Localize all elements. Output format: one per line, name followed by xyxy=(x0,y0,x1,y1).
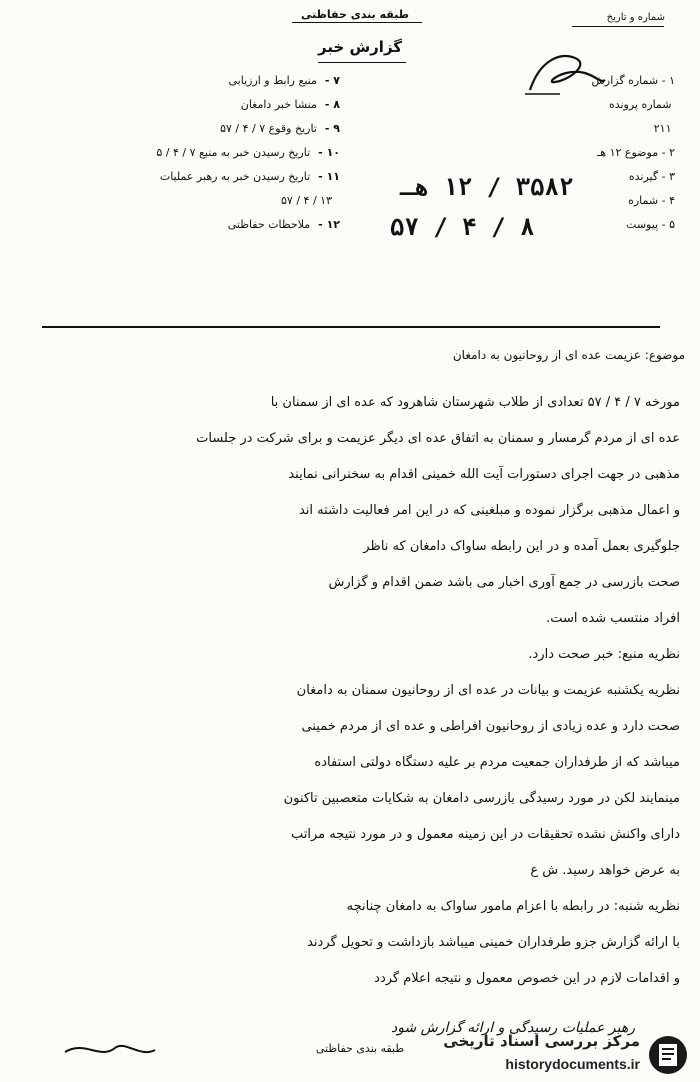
body-line: صحت بازرسی در جمع آوری اخبار می باشد ضمن اقدام و گزارش xyxy=(328,575,680,590)
title-underline xyxy=(318,62,406,63)
field-num: ۱۱ - xyxy=(318,169,340,183)
field-label: گیرنده xyxy=(628,169,659,183)
field-label: موضوع ۱۲ هـ xyxy=(597,145,659,159)
field-row xyxy=(385,68,675,92)
body-line: با ارائه گزارش جزو طرفداران خمینی میباشد بازداشت و تحویل گردند xyxy=(307,935,680,950)
field-num: ۱۰ - xyxy=(318,145,340,159)
watermark-name: مرکز بررسی اسناد تاریخی xyxy=(443,1032,640,1050)
corner-number-date: شماره و تاریخ xyxy=(606,12,665,23)
field-num: ۸ - xyxy=(324,97,340,111)
field-num: ۱۲ - xyxy=(318,217,340,231)
report-title: گزارش خبر xyxy=(317,38,403,56)
field-row xyxy=(385,92,675,116)
body-line: مذهبی در جهت اجرای دستورات آیت الله خمینی اقدام به سخنرانی نمایند xyxy=(288,467,680,482)
body-line: عده ای از مردم گرمسار و سمنان به اتفاق عده ای دیگر عزیمت و برای شرکت در جلسات xyxy=(196,431,680,446)
field-label: شماره پرونده xyxy=(608,97,672,111)
field-row xyxy=(30,116,340,140)
body-line: نظریه شنبه: در رابطه با اعزام مامور ساواک به دامغان چنانچه xyxy=(346,899,680,914)
watermark-url: historydocuments.ir xyxy=(505,1056,640,1072)
field-num: ۱ - xyxy=(661,73,675,87)
body-line: و اقدامات لازم در این خصوص معمول و نتیجه اعلام گردد xyxy=(374,971,680,986)
field-label: تاریخ وقوع ۷ / ۴ / ۵۷ xyxy=(220,121,317,135)
field-label: شماره گزارش xyxy=(591,73,659,87)
field-label: ۲۱۱ xyxy=(653,121,672,135)
field-row xyxy=(385,116,675,140)
right-fields xyxy=(385,68,675,236)
field-label: ملاحظات حفاظتی xyxy=(227,217,311,231)
body-line: جلوگیری بعمل آمده و در این رابطه ساواک دامغان که ناظر xyxy=(363,539,680,554)
body-line: دارای واکنش نشده تحقیقات در این زمینه معمول و در مورد نتیجه مراتب xyxy=(291,827,680,842)
section-divider xyxy=(42,326,660,328)
field-label: تاریخ رسیدن خبر به منبع ۷ / ۴ / ۵ xyxy=(156,145,311,159)
field-num: ۳ - xyxy=(661,169,675,183)
field-num: ۵ - xyxy=(661,217,675,231)
field-row xyxy=(30,68,340,92)
field-label: تاریخ رسیدن خبر به رهبر عملیات xyxy=(159,169,311,183)
field-label: ۱۳ / ۴ / ۵۷ xyxy=(281,193,332,207)
body-line: مورخه ۷ / ۴ / ۵۷ تعدادی از طلاب شهرستان شاهرود که عده ای از سمنان با xyxy=(270,395,680,410)
body-line: نظریه منبع: خبر صحت دارد. xyxy=(528,647,680,662)
field-label: پیوست xyxy=(626,217,659,231)
left-fields xyxy=(30,68,340,236)
field-num: ۷ - xyxy=(324,73,340,87)
field-num: ۲ - xyxy=(661,145,675,159)
body-line: افراد منتسب شده است. xyxy=(546,611,680,626)
security-classification: طبقه بندی حفاظتی xyxy=(300,8,410,21)
footer-classification: طبقه بندی حفاظتی xyxy=(315,1042,405,1055)
field-row xyxy=(385,140,675,164)
archive-logo-icon xyxy=(647,1034,689,1076)
field-row xyxy=(30,188,340,212)
field-row xyxy=(30,92,340,116)
field-num: ۴ - xyxy=(661,193,675,207)
body-line: صحت دارد و عده زیادی از روحانیون افراطی و عده ای از مردم خمینی xyxy=(301,719,680,734)
archive-watermark xyxy=(430,1030,695,1080)
field-row xyxy=(30,212,340,236)
report-body xyxy=(40,385,680,997)
body-line: نظریه یکشنبه عزیمت و بیانات در عده ای از روحانیون سمنان به دامغان xyxy=(296,683,680,698)
field-label: منبع رابط و ارزیابی xyxy=(228,73,317,87)
classification-underline xyxy=(292,22,422,23)
field-row xyxy=(30,140,340,164)
body-line: مینمایند لکن در مورد رسیدگی بازرسی دامغان به شکایات متعصبین تاکنون xyxy=(283,791,680,806)
stamp-date: ۸ / ۴ / ۵۷ xyxy=(390,213,535,241)
field-label: شماره xyxy=(628,193,659,207)
footer-handwritten-note: رهبر عملیات رسیدگی و ارائه گزارش شود xyxy=(391,1020,635,1036)
subject-line: موضوع: عزیمت عده ای از روحانیون به دامغان xyxy=(452,348,685,362)
field-label: منشا خبر دامغان xyxy=(240,97,317,111)
stamp-number: ۳۵۸۲ / ۱۲ هـ xyxy=(400,173,574,201)
field-num: ۹ - xyxy=(324,121,340,135)
field-row xyxy=(30,164,340,188)
body-line: میباشد که از طرفداران جمعیت مردم بر علیه دستگاه دولتی استفاده xyxy=(314,755,680,770)
body-line: و اعمال مذهبی برگزار نموده و مبلغینی که در این امر فعالیت داشته اند xyxy=(298,503,680,518)
body-line: به عرض خواهد رسید. ش ع xyxy=(530,863,680,878)
corner-underline xyxy=(572,26,664,27)
